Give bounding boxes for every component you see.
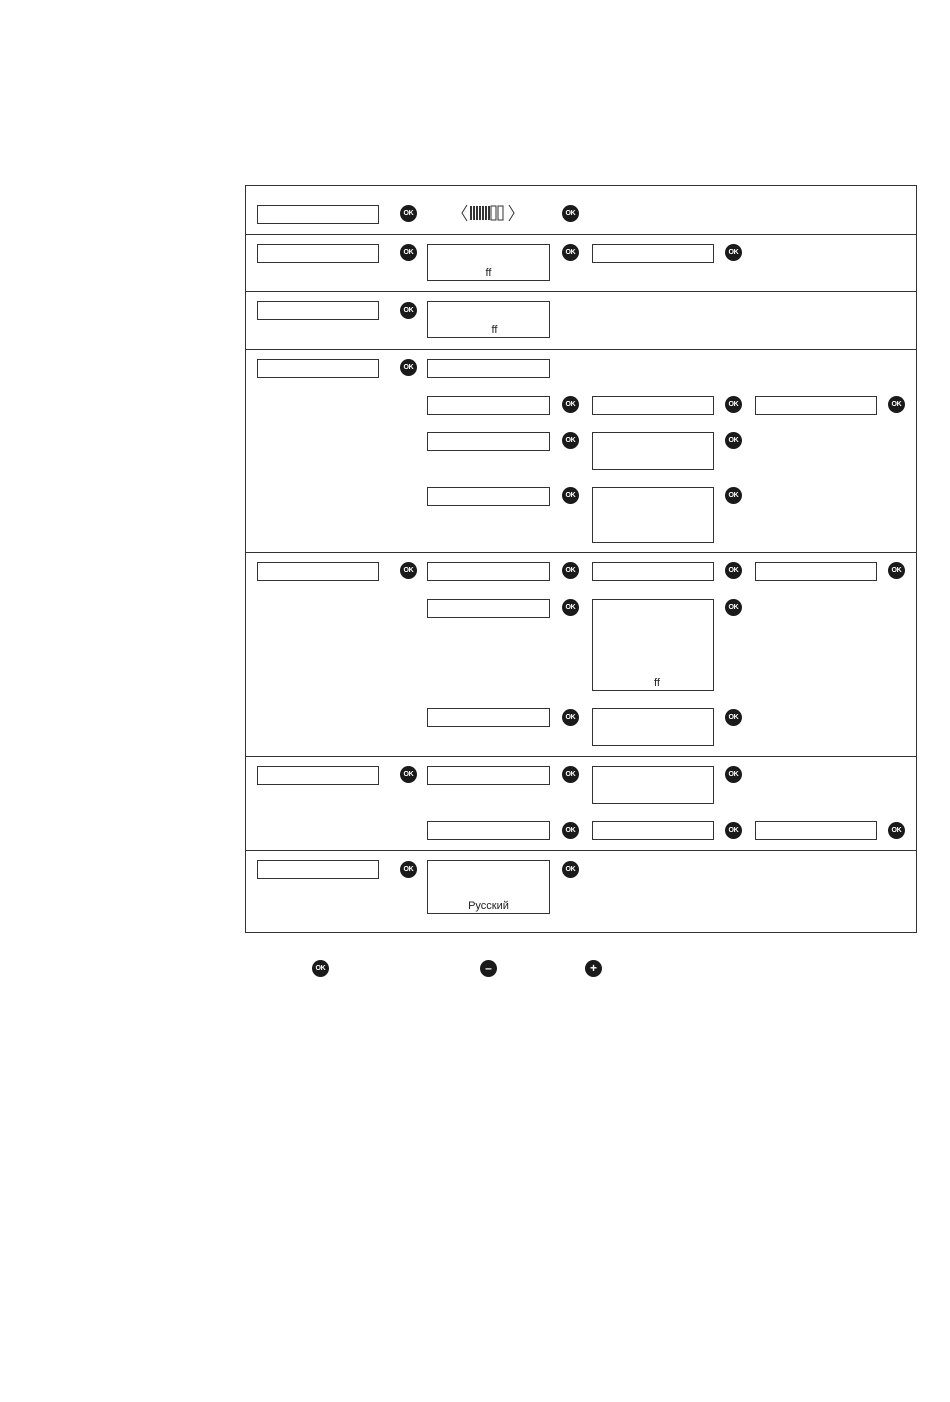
menu-item-box[interactable]: [592, 396, 714, 415]
ok-button-icon[interactable]: OK: [725, 396, 742, 413]
menu-item-box[interactable]: [592, 821, 714, 840]
ok-button-icon[interactable]: OK: [562, 205, 579, 222]
ok-button-icon[interactable]: OK: [725, 244, 742, 261]
ok-button-icon[interactable]: OK: [562, 709, 579, 726]
menu-item-box[interactable]: [257, 359, 379, 378]
ok-button-icon[interactable]: OK: [562, 822, 579, 839]
display-box: [592, 599, 714, 691]
ok-button-icon[interactable]: OK: [888, 822, 905, 839]
ok-button-icon[interactable]: OK: [400, 861, 417, 878]
ok-button-icon[interactable]: OK: [562, 396, 579, 413]
submenu-item-box[interactable]: [427, 821, 550, 840]
ok-button-icon[interactable]: OK: [562, 861, 579, 878]
menu-item-box[interactable]: [592, 244, 714, 263]
row-divider: [245, 552, 917, 553]
menu-item-box[interactable]: [257, 244, 379, 263]
ok-button-icon[interactable]: OK: [888, 396, 905, 413]
ok-button-icon[interactable]: OK: [562, 599, 579, 616]
menu-item-box[interactable]: [257, 562, 379, 581]
language-text: Русский: [468, 900, 509, 912]
ok-button-icon[interactable]: OK: [725, 599, 742, 616]
submenu-item-box[interactable]: [427, 432, 550, 451]
display-text: ff: [485, 267, 492, 279]
row-divider: [245, 291, 917, 292]
ok-button-icon[interactable]: OK: [725, 766, 742, 783]
language-display-box: [427, 860, 550, 914]
legend-ok-icon: OK: [312, 960, 329, 977]
display-box: [427, 301, 550, 338]
menu-item-box[interactable]: [592, 562, 714, 581]
display-text: ff: [491, 324, 498, 336]
ok-button-icon[interactable]: OK: [562, 244, 579, 261]
ok-button-icon[interactable]: OK: [562, 562, 579, 579]
submenu-item-box[interactable]: [427, 359, 550, 378]
menu-item-box[interactable]: [257, 860, 379, 879]
submenu-item-box[interactable]: [427, 766, 550, 785]
submenu-item-box[interactable]: [427, 487, 550, 506]
ok-button-icon[interactable]: OK: [725, 432, 742, 449]
submenu-item-box[interactable]: [427, 562, 550, 581]
menu-item-box[interactable]: [257, 301, 379, 320]
display-box: [592, 487, 714, 543]
display-box: [592, 432, 714, 470]
ok-button-icon[interactable]: OK: [400, 359, 417, 376]
level-bar-icon: [460, 202, 516, 224]
display-text: ff: [654, 677, 660, 689]
ok-button-icon[interactable]: OK: [400, 244, 417, 261]
ok-button-icon[interactable]: OK: [562, 487, 579, 504]
legend-minus-icon: –: [480, 960, 497, 977]
ok-button-icon[interactable]: OK: [562, 766, 579, 783]
display-box: [592, 708, 714, 746]
ok-button-icon[interactable]: OK: [400, 562, 417, 579]
ok-button-icon[interactable]: OK: [725, 822, 742, 839]
row-divider: [245, 349, 917, 350]
ok-button-icon[interactable]: OK: [400, 766, 417, 783]
ok-button-icon[interactable]: OK: [725, 709, 742, 726]
submenu-item-box[interactable]: [427, 396, 550, 415]
ok-button-icon[interactable]: OK: [725, 562, 742, 579]
row-divider: [245, 756, 917, 757]
ok-button-icon[interactable]: OK: [888, 562, 905, 579]
menu-item-box[interactable]: [257, 205, 379, 224]
top-rule: [0, 0, 950, 2]
menu-item-box[interactable]: [755, 396, 877, 415]
row-divider: [245, 234, 917, 235]
menu-item-box[interactable]: [755, 562, 877, 581]
ok-button-icon[interactable]: OK: [400, 302, 417, 319]
display-box: [592, 766, 714, 804]
row-divider: [245, 850, 917, 851]
display-box: [427, 244, 550, 281]
submenu-item-box[interactable]: [427, 708, 550, 727]
menu-item-box[interactable]: [257, 766, 379, 785]
ok-button-icon[interactable]: OK: [562, 432, 579, 449]
legend-plus-icon: +: [585, 960, 602, 977]
submenu-item-box[interactable]: [427, 599, 550, 618]
menu-item-box[interactable]: [755, 821, 877, 840]
ok-button-icon[interactable]: OK: [400, 205, 417, 222]
ok-button-icon[interactable]: OK: [725, 487, 742, 504]
